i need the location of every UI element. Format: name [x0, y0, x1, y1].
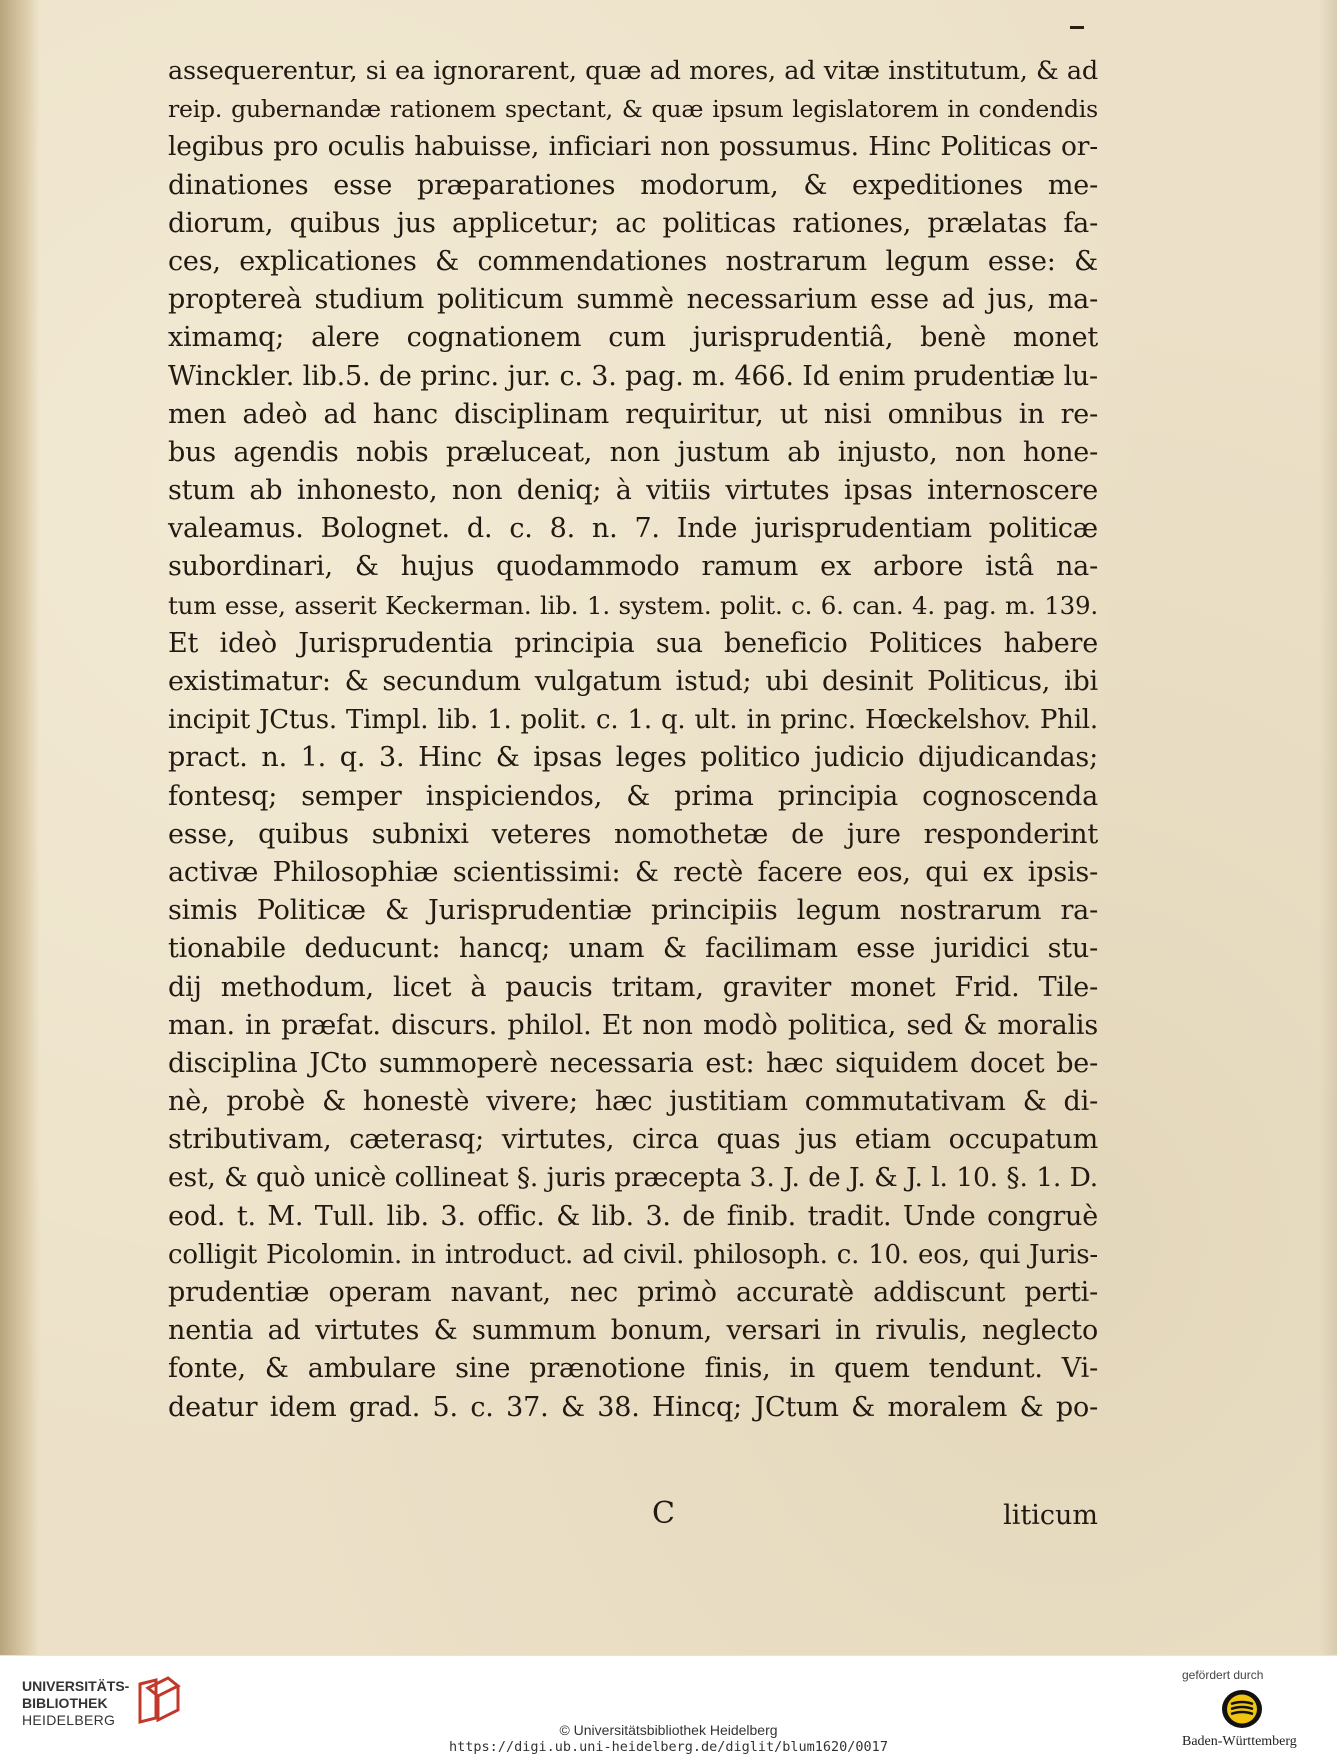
text-line: tum esse, asserit Keckerman. lib. 1. system. polit. c. 6. can. 4. pag. m. 139.	[168, 590, 1098, 620]
baden-wuerttemberg-coat-of-arms-icon[interactable]	[1219, 1686, 1265, 1732]
text-line: man. in præfat. discurs. philol. Et non modò politica, sed & moralis	[168, 1009, 1098, 1041]
text-line: stum ab inhonesto, non deniq; à vitiis virtutes ipsas internoscere	[168, 475, 1098, 507]
text-line: assequerentur, si ea ignorarent, quæ ad mores, ad vitæ institutum, & ad	[168, 56, 1098, 86]
text-line: simis Politicæ & Jurisprudentiæ principiis legum nostrarum ra-	[168, 895, 1098, 927]
library-name-line-2: BIBLIOTHEK	[22, 1695, 108, 1711]
text-line: fontesq; semper inspiciendos, & prima principia cognoscenda	[168, 780, 1098, 812]
text-line: Et ideò Jurisprudentia principia sua beneficio Politices habere	[168, 627, 1098, 659]
library-name-line-3: HEIDELBERG	[22, 1712, 116, 1728]
text-line: existimatur: & secundum vulgatum istud; ubi desinit Politicus, ibi	[168, 666, 1098, 697]
text-line: colligit Picolomin. in introduct. ad civil. philosoph. c. 10. eos, qui Juris-	[168, 1239, 1098, 1270]
text-line: dinationes esse præparationes modorum, & expeditiones me-	[168, 169, 1098, 201]
ub-heidelberg-logo-icon[interactable]	[134, 1674, 186, 1726]
text-line: fonte, & ambulare sine prænotione finis, in quem tendunt. Vi-	[168, 1353, 1098, 1385]
text-line: eod. t. M. Tull. lib. 3. offic. & lib. 3. de finib. tradit. Unde congruè	[168, 1200, 1098, 1232]
text-line: diorum, quibus jus applicetur; ac politicas rationes, prælatas fa-	[168, 207, 1098, 239]
text-line: activæ Philosophiæ scientissimi: & rectè facere eos, qui ex ipsis-	[168, 856, 1098, 888]
text-line: ximamq; alere cognationem cum jurisprudentiâ, benè monet	[168, 322, 1098, 354]
viewer-footer	[0, 1655, 1337, 1757]
text-line: est, & quò unicè collineat §. juris præcepta 3. J. de J. & J. l. 10. §. 1. D.	[168, 1162, 1098, 1194]
library-name-line-1: UNIVERSITÄTS-	[22, 1678, 130, 1694]
text-line: proptereà studium politicum summè necessarium esse ad jus, ma-	[168, 284, 1098, 316]
text-line: reip. gubernandæ rationem spectant, & quæ ipsum legislatorem in condendis	[168, 95, 1098, 124]
page-corner-mark	[1070, 26, 1084, 29]
signature-mark: C	[652, 1496, 675, 1531]
page-text-block	[168, 52, 1098, 1427]
sponsor-label: gefördert durch	[1182, 1668, 1264, 1682]
text-line: esse, quibus subnixi veteres nomothetæ de jure responderint	[168, 818, 1098, 850]
text-line: incipit JCtus. Timpl. lib. 1. polit. c. 1. q. ult. in princ. Hœckelshov. Phil.	[168, 705, 1098, 736]
text-line: legibus pro oculis habuisse, inficiari non possumus. Hinc Politicas or-	[168, 131, 1098, 163]
page-gutter	[0, 0, 40, 1655]
text-line: Winckler. lib.5. de princ. jur. c. 3. pag. m. 466. Id enim prudentiæ lu-	[168, 360, 1098, 392]
text-line: nentia ad virtutes & summum bonum, versari in rivulis, neglecto	[168, 1315, 1098, 1347]
text-line: ces, explicationes & commendationes nostrarum legum esse: &	[168, 245, 1098, 277]
text-line: men adeò ad hanc disciplinam requiritur, ut nisi omnibus in re-	[168, 398, 1098, 430]
text-line: deatur idem grad. 5. c. 37. & 38. Hincq; JCtum & moralem & po-	[168, 1391, 1098, 1423]
text-line: stributivam, cæterasq; virtutes, circa quas jus etiam occupatum	[168, 1124, 1098, 1156]
page-footer-marks	[168, 1496, 1098, 1536]
catchword: liticum	[1003, 1500, 1098, 1531]
copyright-notice: © Universitätsbibliothek Heidelberg	[559, 1722, 778, 1738]
text-line: valeamus. Bolognet. d. c. 8. n. 7. Inde jurisprudentiam politicæ	[168, 513, 1098, 545]
page-edge-shadow	[1319, 0, 1337, 1655]
text-line: dij methodum, licet à paucis tritam, graviter monet Frid. Tile-	[168, 971, 1098, 1003]
text-line: tionabile deducunt: hancq; unam & facilimam esse juridici stu-	[168, 933, 1098, 965]
sponsor-name: Baden-Württemberg	[1182, 1734, 1297, 1749]
permalink-url[interactable]: https://digi.ub.uni-heidelberg.de/diglit/blum1620/0017	[449, 1739, 888, 1755]
text-line: nè, probè & honestè vivere; hæc justitiam commutativam & di-	[168, 1086, 1098, 1118]
text-line: bus agendis nobis præluceat, non justum ab injusto, non hone-	[168, 436, 1098, 468]
text-line: disciplina JCto summoperè necessaria est: hæc siquidem docet be-	[168, 1047, 1098, 1079]
text-line: subordinari, & hujus quodammodo ramum ex arbore istâ na-	[168, 551, 1098, 583]
text-line: prudentiæ operam navant, nec primò accuratè addiscunt perti-	[168, 1277, 1098, 1308]
text-line: pract. n. 1. q. 3. Hinc & ipsas leges politico judicio dijudicandas;	[168, 742, 1098, 774]
